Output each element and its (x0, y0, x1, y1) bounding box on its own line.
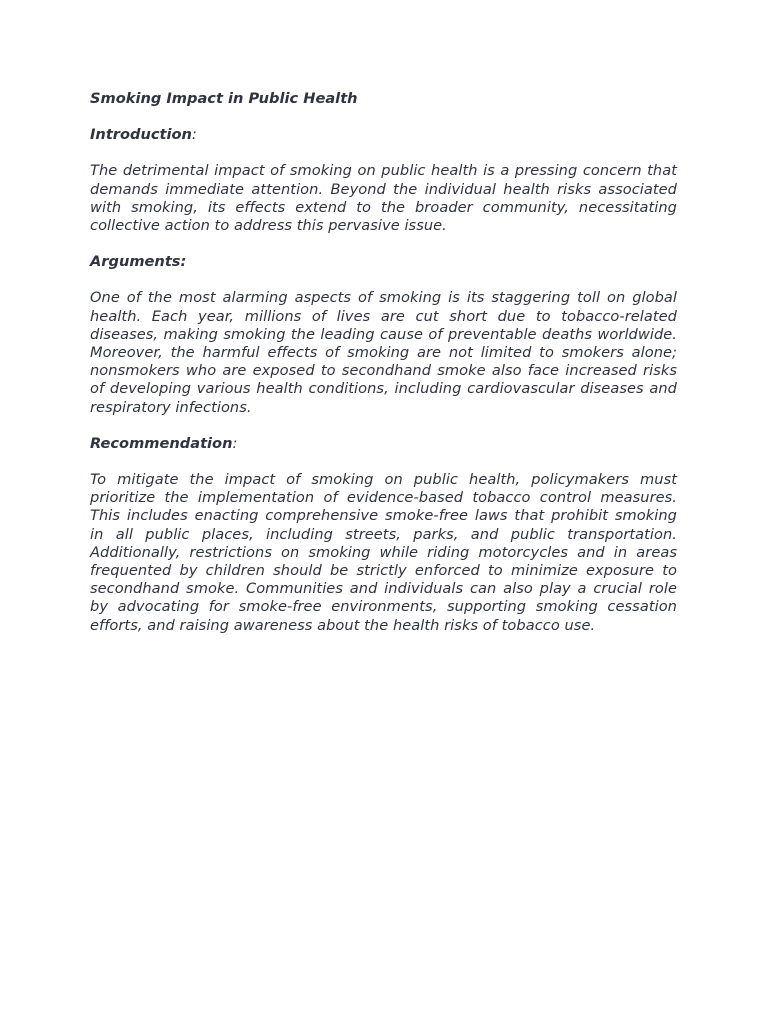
section-heading-introduction (90, 126, 677, 144)
heading-text: Introduction (90, 126, 192, 144)
heading-colon: : (191, 126, 197, 144)
heading-text: Arguments: (90, 253, 187, 271)
recommendation-paragraph: To mitigate the impact of smoking on public health, policymakers must prioritize the implementation of evidence-based tobacco control measures. This includes enacting comprehensive smoke-free laws that prohibit smoking in all public places, including streets, parks, and public transportation. Additionally, restrictions on smoking while riding motorcycles and in areas frequented by children should be strictly enforced to minimize exposure to secondhand smoke. Communities and individuals can also play a crucial role by advocating for smoke-free environments, supporting smoking cessation efforts, and raising awareness about the health risks of tobacco use. (90, 471, 677, 634)
document-title: Smoking Impact in Public Health (90, 90, 358, 107)
heading-colon: : (232, 434, 238, 452)
document-body (90, 90, 677, 635)
section-heading-recommendation (90, 435, 677, 453)
heading-text: Recommendation (90, 434, 233, 452)
arguments-paragraph: One of the most alarming aspects of smoking is its staggering toll on global health. Each year, millions of lives are cut short due to tobacco-related diseases, making smoking the leading cause of preventable deaths worldwide. Moreover, the harmful effects of smoking are not limited to smokers alone; nonsmokers who are exposed to secondhand smoke also face increased risks of developing various health conditions, including cardiovascular diseases and respiratory infections. (90, 289, 677, 416)
introduction-paragraph: The detrimental impact of smoking on public health is a pressing concern that demands immediate attention. Beyond the individual health risks associated with smoking, its effects extend to the broader community, necessitating collective action to address this pervasive issue. (90, 162, 677, 235)
section-heading-arguments (90, 253, 677, 271)
